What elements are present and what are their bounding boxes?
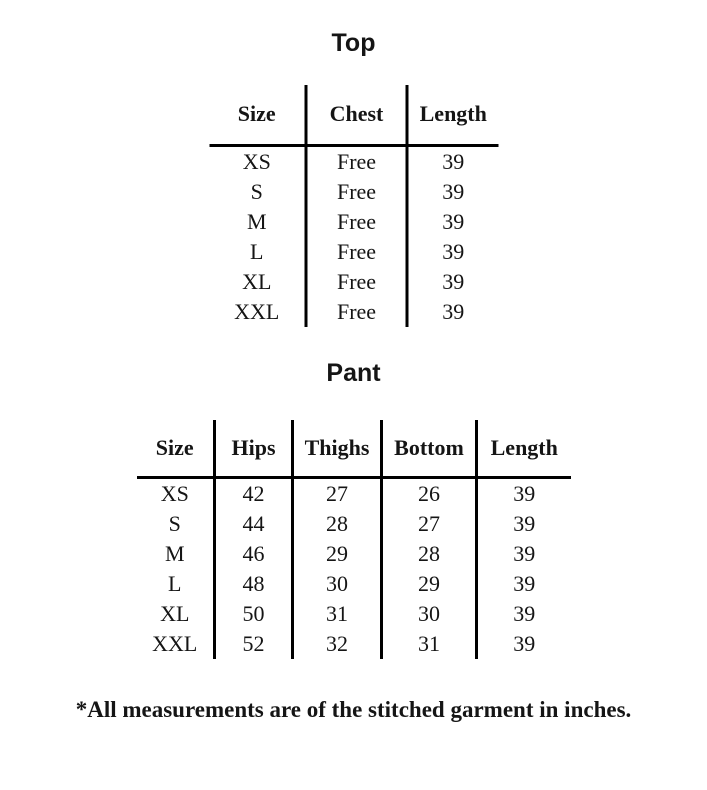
cell-size: S bbox=[168, 510, 181, 536]
cell-size: M bbox=[164, 540, 185, 566]
cell-length: 39 bbox=[477, 477, 571, 509]
top-header-chest: Chest bbox=[306, 85, 407, 145]
cell-length: 39 bbox=[477, 509, 571, 539]
cell-length: 39 bbox=[477, 599, 571, 629]
cell-bottom: 27 bbox=[382, 509, 477, 539]
cell-length: 39 bbox=[407, 145, 498, 177]
cell-size: XL bbox=[242, 268, 272, 294]
pant-size-table bbox=[137, 420, 571, 659]
table-row bbox=[137, 509, 571, 539]
table-row bbox=[137, 539, 571, 569]
table-row bbox=[209, 297, 498, 327]
cell-size: XS bbox=[242, 148, 271, 174]
cell-thighs: 30 bbox=[293, 569, 382, 599]
cell-length: 39 bbox=[407, 297, 498, 327]
table-row bbox=[137, 477, 571, 509]
cell-size: XXL bbox=[152, 630, 198, 656]
table-row bbox=[209, 237, 498, 267]
cell-size: M bbox=[246, 208, 267, 234]
cell-bottom: 26 bbox=[382, 477, 477, 509]
cell-length: 39 bbox=[407, 177, 498, 207]
cell-length: 39 bbox=[407, 237, 498, 267]
pant-header-bottom: Bottom bbox=[382, 420, 477, 477]
cell-size: S bbox=[250, 178, 263, 204]
cell-size: XXL bbox=[234, 298, 280, 324]
top-section-title: Top bbox=[331, 29, 376, 57]
cell-bottom: 29 bbox=[382, 569, 477, 599]
cell-size: XL bbox=[160, 600, 190, 626]
cell-size: L bbox=[250, 238, 264, 264]
cell-bottom: 31 bbox=[382, 629, 477, 659]
cell-chest: Free bbox=[306, 297, 407, 327]
cell-length: 39 bbox=[477, 629, 571, 659]
cell-chest: Free bbox=[306, 267, 407, 297]
table-row bbox=[209, 145, 498, 177]
table-row bbox=[137, 629, 571, 659]
cell-thighs: 28 bbox=[293, 509, 382, 539]
pant-table-header-row bbox=[137, 420, 571, 477]
cell-thighs: 32 bbox=[293, 629, 382, 659]
cell-thighs: 27 bbox=[293, 477, 382, 509]
top-table-header-row bbox=[209, 85, 498, 145]
top-header-length: Length bbox=[407, 85, 498, 145]
cell-length: 39 bbox=[407, 207, 498, 237]
cell-length: 39 bbox=[407, 267, 498, 297]
cell-hips: 42 bbox=[215, 477, 293, 509]
cell-chest: Free bbox=[306, 145, 407, 177]
cell-thighs: 31 bbox=[293, 599, 382, 629]
cell-chest: Free bbox=[306, 207, 407, 237]
pant-header-size: Size bbox=[137, 420, 215, 477]
cell-size: XS bbox=[160, 480, 189, 506]
cell-bottom: 30 bbox=[382, 599, 477, 629]
cell-chest: Free bbox=[306, 177, 407, 207]
pant-header-length: Length bbox=[477, 420, 571, 477]
pant-section-title: Pant bbox=[326, 359, 381, 387]
cell-length: 39 bbox=[477, 539, 571, 569]
cell-hips: 44 bbox=[215, 509, 293, 539]
cell-hips: 52 bbox=[215, 629, 293, 659]
pant-header-hips: Hips bbox=[215, 420, 293, 477]
table-row bbox=[209, 177, 498, 207]
cell-length: 39 bbox=[477, 569, 571, 599]
table-row bbox=[137, 599, 571, 629]
cell-hips: 48 bbox=[215, 569, 293, 599]
cell-hips: 46 bbox=[215, 539, 293, 569]
cell-bottom: 28 bbox=[382, 539, 477, 569]
cell-chest: Free bbox=[306, 237, 407, 267]
table-row bbox=[209, 207, 498, 237]
table-row bbox=[209, 267, 498, 297]
cell-thighs: 29 bbox=[293, 539, 382, 569]
top-size-table bbox=[209, 85, 498, 327]
cell-size: L bbox=[168, 570, 182, 596]
table-row bbox=[137, 569, 571, 599]
cell-hips: 50 bbox=[215, 599, 293, 629]
top-header-size: Size bbox=[209, 85, 306, 145]
pant-header-thighs: Thighs bbox=[293, 420, 382, 477]
measurements-footnote: *All measurements are of the stitched garment in inches. bbox=[75, 697, 632, 722]
